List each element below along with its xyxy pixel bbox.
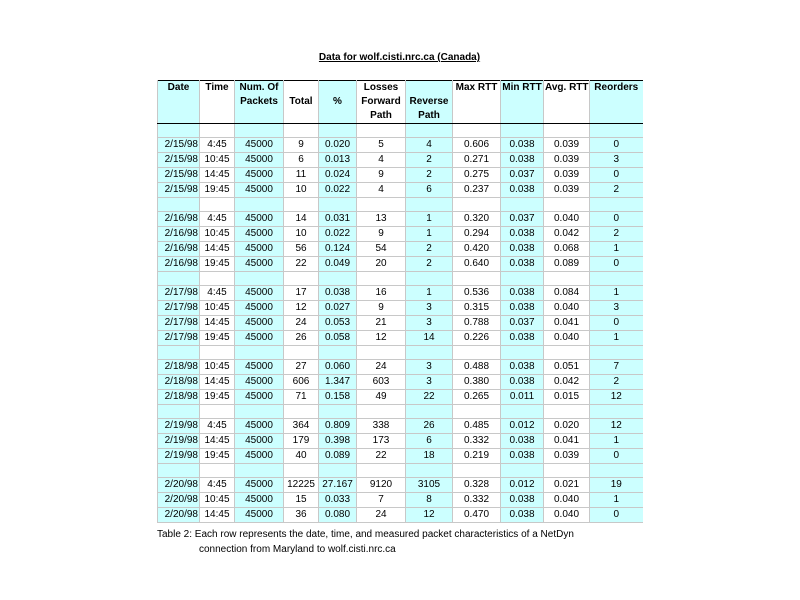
cell-packets: 45000 — [235, 478, 284, 493]
cell-reorders: 1 — [590, 242, 643, 257]
cell-min-rtt: 0.011 — [501, 390, 544, 405]
cell-reverse: 18 — [406, 449, 453, 464]
cell-reverse: 1 — [406, 212, 453, 227]
cell-avg-rtt: 0.051 — [544, 360, 590, 375]
cell-max-rtt: 0.536 — [453, 286, 501, 301]
table-row — [158, 316, 643, 331]
cell-min-rtt: 0.037 — [501, 212, 544, 227]
cell-avg-rtt: 0.020 — [544, 419, 590, 434]
cell-packets: 45000 — [235, 183, 284, 198]
table-row — [158, 257, 643, 272]
cell-packets: 45000 — [235, 153, 284, 168]
cell-reverse: 3105 — [406, 478, 453, 493]
header-row-1 — [158, 81, 643, 96]
cell-percent: 0.124 — [319, 242, 357, 257]
cell-min-rtt: 0.038 — [501, 183, 544, 198]
table-body — [158, 124, 643, 523]
table-row — [158, 449, 643, 464]
cell-reverse: 8 — [406, 493, 453, 508]
cell-reorders: 2 — [590, 375, 643, 390]
cell-time: 4:45 — [200, 419, 235, 434]
cell-forward: 4 — [357, 153, 406, 168]
col-min-rtt-header: Min RTT — [502, 82, 542, 93]
cell-total: 9 — [284, 138, 319, 153]
cell-avg-rtt: 0.041 — [544, 434, 590, 449]
cell-max-rtt: 0.332 — [453, 493, 501, 508]
cell-avg-rtt: 0.068 — [544, 242, 590, 257]
cell-reorders: 1 — [590, 331, 643, 346]
cell-reverse: 3 — [406, 360, 453, 375]
cell-forward: 4 — [357, 183, 406, 198]
cell-percent: 0.031 — [319, 212, 357, 227]
cell-total: 27 — [284, 360, 319, 375]
table-row — [158, 227, 643, 242]
cell-max-rtt: 0.320 — [453, 212, 501, 227]
cell-total: 17 — [284, 286, 319, 301]
cell-percent: 0.022 — [319, 183, 357, 198]
col-num-of-header: Num. Of — [235, 81, 284, 96]
cell-packets: 45000 — [235, 449, 284, 464]
cell-packets: 45000 — [235, 242, 284, 257]
cell-avg-rtt: 0.039 — [544, 168, 590, 183]
cell-percent: 0.049 — [319, 257, 357, 272]
table-row — [158, 419, 643, 434]
cell-date: 2/16/98 — [158, 212, 200, 227]
cell-forward: 9 — [357, 301, 406, 316]
cell-max-rtt: 0.788 — [453, 316, 501, 331]
cell-percent: 0.033 — [319, 493, 357, 508]
cell-time: 19:45 — [200, 183, 235, 198]
cell-reverse: 2 — [406, 257, 453, 272]
cell-max-rtt: 0.237 — [453, 183, 501, 198]
cell-avg-rtt: 0.040 — [544, 212, 590, 227]
cell-reverse: 2 — [406, 153, 453, 168]
cell-time: 14:45 — [200, 316, 235, 331]
cell-total: 11 — [284, 168, 319, 183]
cell-packets: 45000 — [235, 227, 284, 242]
cell-date: 2/19/98 — [158, 449, 200, 464]
table-row — [158, 301, 643, 316]
col-total-header: Total — [284, 95, 319, 109]
cell-forward: 24 — [357, 360, 406, 375]
cell-time: 10:45 — [200, 153, 235, 168]
col-reorders-header: Reorders — [590, 81, 643, 96]
cell-reorders: 12 — [590, 390, 643, 405]
cell-reorders: 3 — [590, 301, 643, 316]
cell-min-rtt: 0.038 — [501, 360, 544, 375]
cell-forward: 338 — [357, 419, 406, 434]
cell-forward: 22 — [357, 449, 406, 464]
table-row — [158, 168, 643, 183]
table-row — [158, 360, 643, 375]
cell-max-rtt: 0.420 — [453, 242, 501, 257]
cell-total: 26 — [284, 331, 319, 346]
spacer-row — [158, 346, 643, 360]
cell-time: 19:45 — [200, 331, 235, 346]
cell-min-rtt: 0.037 — [501, 316, 544, 331]
cell-date: 2/17/98 — [158, 286, 200, 301]
cell-total: 24 — [284, 316, 319, 331]
cell-total: 15 — [284, 493, 319, 508]
caption-line-2: connection from Maryland to wolf.cisti.nrc.ca — [199, 544, 396, 555]
cell-forward: 54 — [357, 242, 406, 257]
cell-date: 2/16/98 — [158, 227, 200, 242]
spacer-row — [158, 464, 643, 478]
cell-avg-rtt: 0.042 — [544, 375, 590, 390]
cell-reverse: 3 — [406, 316, 453, 331]
cell-min-rtt: 0.038 — [501, 242, 544, 257]
cell-time: 10:45 — [200, 301, 235, 316]
cell-packets: 45000 — [235, 493, 284, 508]
table-caption — [157, 527, 642, 557]
cell-percent: 0.020 — [319, 138, 357, 153]
table-row — [158, 183, 643, 198]
data-table — [157, 80, 643, 523]
cell-time: 10:45 — [200, 227, 235, 242]
cell-reorders: 0 — [590, 138, 643, 153]
cell-date: 2/20/98 — [158, 493, 200, 508]
spacer-row — [158, 272, 643, 286]
cell-min-rtt: 0.038 — [501, 375, 544, 390]
cell-reorders: 0 — [590, 449, 643, 464]
cell-packets: 45000 — [235, 508, 284, 523]
cell-avg-rtt: 0.042 — [544, 227, 590, 242]
cell-time: 4:45 — [200, 286, 235, 301]
cell-forward: 7 — [357, 493, 406, 508]
cell-max-rtt: 0.470 — [453, 508, 501, 523]
cell-forward: 5 — [357, 138, 406, 153]
cell-date: 2/15/98 — [158, 138, 200, 153]
cell-avg-rtt: 0.039 — [544, 183, 590, 198]
cell-percent: 0.027 — [319, 301, 357, 316]
cell-reverse: 6 — [406, 434, 453, 449]
cell-total: 606 — [284, 375, 319, 390]
cell-total: 364 — [284, 419, 319, 434]
cell-percent: 0.053 — [319, 316, 357, 331]
cell-reorders: 0 — [590, 212, 643, 227]
cell-min-rtt: 0.038 — [501, 153, 544, 168]
cell-reverse: 12 — [406, 508, 453, 523]
cell-reverse: 1 — [406, 227, 453, 242]
col-date-header: Date — [158, 81, 200, 96]
col-reverse-path-header: Path — [406, 109, 453, 124]
cell-avg-rtt: 0.021 — [544, 478, 590, 493]
cell-avg-rtt: 0.039 — [544, 138, 590, 153]
spacer-row — [158, 124, 643, 138]
table-row — [158, 493, 643, 508]
cell-packets: 45000 — [235, 390, 284, 405]
cell-forward: 9120 — [357, 478, 406, 493]
cell-date: 2/19/98 — [158, 419, 200, 434]
cell-date: 2/16/98 — [158, 257, 200, 272]
cell-date: 2/18/98 — [158, 375, 200, 390]
cell-time: 14:45 — [200, 375, 235, 390]
cell-avg-rtt: 0.039 — [544, 153, 590, 168]
col-packets-header: Packets — [235, 95, 284, 109]
cell-reorders: 0 — [590, 508, 643, 523]
cell-percent: 0.058 — [319, 331, 357, 346]
caption-line-1: Table 2: Each row represents the date, time, and measured packet characteristics of a NetDyn — [157, 529, 574, 540]
cell-total: 179 — [284, 434, 319, 449]
cell-avg-rtt: 0.040 — [544, 331, 590, 346]
cell-min-rtt: 0.038 — [501, 138, 544, 153]
cell-total: 71 — [284, 390, 319, 405]
cell-avg-rtt: 0.041 — [544, 316, 590, 331]
col-forward-path-header: Path — [357, 109, 406, 124]
cell-total: 56 — [284, 242, 319, 257]
cell-max-rtt: 0.265 — [453, 390, 501, 405]
table-row — [158, 478, 643, 493]
cell-time: 14:45 — [200, 508, 235, 523]
cell-avg-rtt: 0.039 — [544, 449, 590, 464]
cell-time: 14:45 — [200, 168, 235, 183]
cell-time: 4:45 — [200, 138, 235, 153]
cell-max-rtt: 0.271 — [453, 153, 501, 168]
cell-forward: 49 — [357, 390, 406, 405]
cell-total: 10 — [284, 183, 319, 198]
cell-reorders: 7 — [590, 360, 643, 375]
cell-percent: 0.013 — [319, 153, 357, 168]
cell-max-rtt: 0.294 — [453, 227, 501, 242]
table-row — [158, 286, 643, 301]
col-reverse-header: Reverse — [406, 95, 453, 109]
cell-total: 10 — [284, 227, 319, 242]
cell-date: 2/20/98 — [158, 508, 200, 523]
cell-min-rtt: 0.012 — [501, 478, 544, 493]
cell-date: 2/18/98 — [158, 360, 200, 375]
table-row — [158, 242, 643, 257]
table-row — [158, 138, 643, 153]
cell-time: 19:45 — [200, 390, 235, 405]
cell-reorders: 1 — [590, 434, 643, 449]
losses-group-header: Losses — [357, 81, 406, 96]
cell-packets: 45000 — [235, 316, 284, 331]
cell-forward: 13 — [357, 212, 406, 227]
cell-percent: 1.347 — [319, 375, 357, 390]
table-row — [158, 331, 643, 346]
cell-avg-rtt: 0.040 — [544, 508, 590, 523]
cell-forward: 9 — [357, 168, 406, 183]
cell-percent: 0.398 — [319, 434, 357, 449]
cell-forward: 24 — [357, 508, 406, 523]
cell-total: 6 — [284, 153, 319, 168]
cell-max-rtt: 0.332 — [453, 434, 501, 449]
cell-reorders: 2 — [590, 227, 643, 242]
cell-max-rtt: 0.485 — [453, 419, 501, 434]
cell-percent: 0.024 — [319, 168, 357, 183]
cell-avg-rtt: 0.040 — [544, 301, 590, 316]
cell-min-rtt: 0.012 — [501, 419, 544, 434]
cell-max-rtt: 0.328 — [453, 478, 501, 493]
cell-date: 2/17/98 — [158, 301, 200, 316]
cell-reverse: 1 — [406, 286, 453, 301]
cell-reorders: 0 — [590, 257, 643, 272]
cell-reverse: 2 — [406, 242, 453, 257]
cell-reverse: 6 — [406, 183, 453, 198]
cell-max-rtt: 0.380 — [453, 375, 501, 390]
cell-packets: 45000 — [235, 168, 284, 183]
cell-date: 2/20/98 — [158, 478, 200, 493]
col-forward-header: Forward — [357, 95, 406, 109]
cell-percent: 0.809 — [319, 419, 357, 434]
cell-date: 2/15/98 — [158, 153, 200, 168]
cell-forward: 9 — [357, 227, 406, 242]
cell-time: 10:45 — [200, 360, 235, 375]
cell-time: 14:45 — [200, 242, 235, 257]
cell-time: 4:45 — [200, 212, 235, 227]
cell-min-rtt: 0.038 — [501, 449, 544, 464]
spacer-row — [158, 405, 643, 419]
table-row — [158, 508, 643, 523]
table-row — [158, 434, 643, 449]
cell-packets: 45000 — [235, 301, 284, 316]
cell-packets: 45000 — [235, 419, 284, 434]
cell-date: 2/17/98 — [158, 331, 200, 346]
table-row — [158, 390, 643, 405]
cell-forward: 21 — [357, 316, 406, 331]
cell-time: 10:45 — [200, 493, 235, 508]
cell-percent: 0.158 — [319, 390, 357, 405]
cell-total: 36 — [284, 508, 319, 523]
cell-percent: 0.089 — [319, 449, 357, 464]
cell-packets: 45000 — [235, 257, 284, 272]
cell-packets: 45000 — [235, 375, 284, 390]
cell-avg-rtt: 0.084 — [544, 286, 590, 301]
cell-date: 2/19/98 — [158, 434, 200, 449]
header-row-3 — [158, 109, 643, 124]
cell-reorders: 19 — [590, 478, 643, 493]
cell-avg-rtt: 0.015 — [544, 390, 590, 405]
table-row — [158, 153, 643, 168]
cell-percent: 0.038 — [319, 286, 357, 301]
cell-min-rtt: 0.037 — [501, 168, 544, 183]
cell-forward: 16 — [357, 286, 406, 301]
cell-reorders: 1 — [590, 493, 643, 508]
col-max-rtt-header: Max RTT — [453, 81, 501, 96]
cell-percent: 0.022 — [319, 227, 357, 242]
cell-time: 4:45 — [200, 478, 235, 493]
cell-min-rtt: 0.038 — [501, 257, 544, 272]
cell-min-rtt: 0.038 — [501, 301, 544, 316]
cell-time: 19:45 — [200, 449, 235, 464]
cell-min-rtt: 0.038 — [501, 227, 544, 242]
cell-reorders: 3 — [590, 153, 643, 168]
cell-packets: 45000 — [235, 434, 284, 449]
cell-reverse: 14 — [406, 331, 453, 346]
cell-reverse: 3 — [406, 301, 453, 316]
cell-max-rtt: 0.275 — [453, 168, 501, 183]
cell-min-rtt: 0.038 — [501, 493, 544, 508]
table-title: Data for wolf.cisti.nrc.ca (Canada) — [318, 52, 481, 63]
cell-min-rtt: 0.038 — [501, 331, 544, 346]
cell-date: 2/17/98 — [158, 316, 200, 331]
cell-reorders: 2 — [590, 183, 643, 198]
header-row-2 — [158, 95, 643, 109]
cell-percent: 0.080 — [319, 508, 357, 523]
cell-reorders: 0 — [590, 168, 643, 183]
cell-avg-rtt: 0.040 — [544, 493, 590, 508]
cell-reverse: 2 — [406, 168, 453, 183]
cell-packets: 45000 — [235, 138, 284, 153]
cell-forward: 173 — [357, 434, 406, 449]
cell-reverse: 26 — [406, 419, 453, 434]
table-row — [158, 375, 643, 390]
cell-forward: 20 — [357, 257, 406, 272]
cell-date: 2/16/98 — [158, 242, 200, 257]
spacer-row — [158, 198, 643, 212]
col-percent-header: % — [319, 95, 357, 109]
cell-date: 2/15/98 — [158, 168, 200, 183]
col-time-header: Time — [200, 81, 235, 96]
cell-packets: 45000 — [235, 331, 284, 346]
cell-percent: 27.167 — [319, 478, 357, 493]
cell-total: 40 — [284, 449, 319, 464]
cell-forward: 603 — [357, 375, 406, 390]
cell-total: 22 — [284, 257, 319, 272]
cell-forward: 12 — [357, 331, 406, 346]
cell-packets: 45000 — [235, 286, 284, 301]
cell-max-rtt: 0.226 — [453, 331, 501, 346]
cell-total: 12225 — [284, 478, 319, 493]
cell-date: 2/15/98 — [158, 183, 200, 198]
cell-total: 14 — [284, 212, 319, 227]
cell-packets: 45000 — [235, 360, 284, 375]
cell-max-rtt: 0.219 — [453, 449, 501, 464]
cell-total: 12 — [284, 301, 319, 316]
cell-date: 2/18/98 — [158, 390, 200, 405]
cell-max-rtt: 0.315 — [453, 301, 501, 316]
table-row — [158, 212, 643, 227]
cell-reorders: 1 — [590, 286, 643, 301]
cell-min-rtt: 0.038 — [501, 286, 544, 301]
cell-max-rtt: 0.606 — [453, 138, 501, 153]
cell-min-rtt: 0.038 — [501, 434, 544, 449]
cell-reverse: 4 — [406, 138, 453, 153]
cell-max-rtt: 0.488 — [453, 360, 501, 375]
spreadsheet-sheet — [157, 50, 642, 557]
cell-time: 19:45 — [200, 257, 235, 272]
cell-reorders: 0 — [590, 316, 643, 331]
cell-percent: 0.060 — [319, 360, 357, 375]
cell-time: 14:45 — [200, 434, 235, 449]
cell-max-rtt: 0.640 — [453, 257, 501, 272]
cell-reverse: 3 — [406, 375, 453, 390]
cell-reorders: 12 — [590, 419, 643, 434]
cell-min-rtt: 0.038 — [501, 508, 544, 523]
col-avg-rtt-header: Avg. RTT — [545, 82, 589, 93]
cell-packets: 45000 — [235, 212, 284, 227]
cell-reverse: 22 — [406, 390, 453, 405]
cell-avg-rtt: 0.089 — [544, 257, 590, 272]
